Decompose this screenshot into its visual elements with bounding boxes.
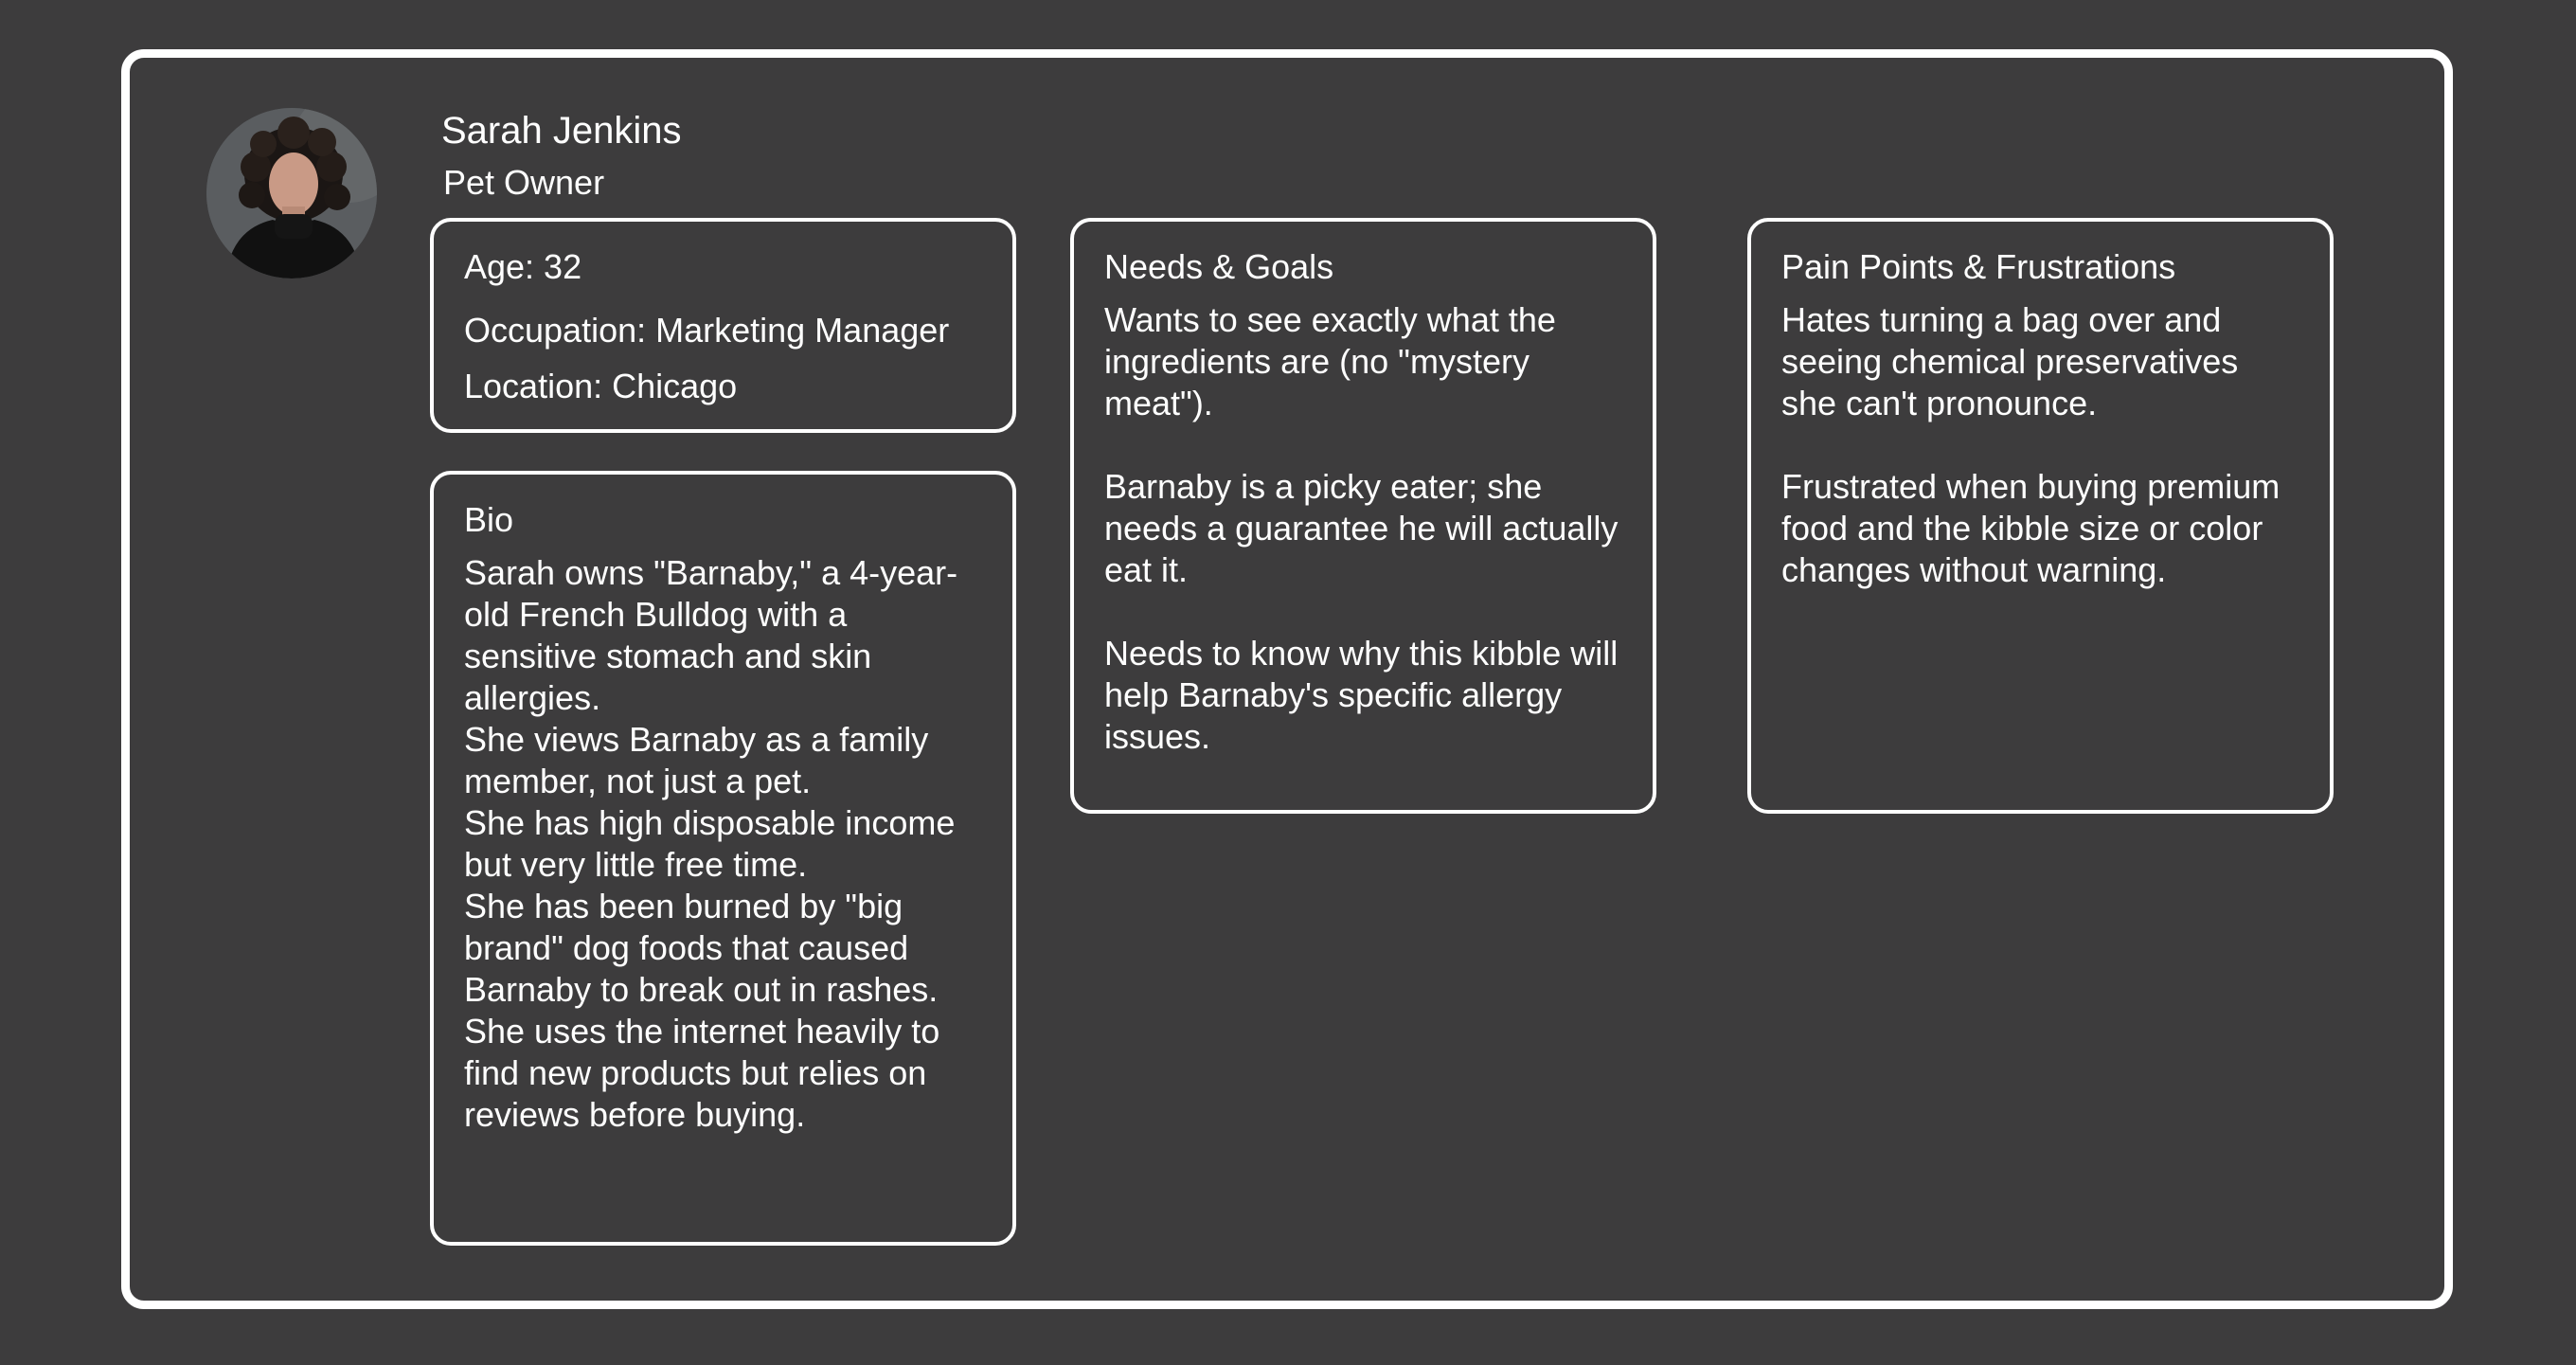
persona-role: Pet Owner [443,163,605,202]
person-portrait-icon [206,108,377,278]
bio-title: Bio [464,500,514,539]
needs-item: Barnaby is a picky eater; she needs a guarantee he will actually eat it. [1104,467,1619,589]
needs-item: Needs to know why this kibble will help Barnaby's specific allergy issues. [1104,634,1619,756]
pain-points-card [1747,218,2334,814]
needs-goals-title: Needs & Goals [1104,247,1334,286]
needs-goals-card [1070,218,1656,814]
age-field: Age: 32 [464,247,582,286]
needs-item: Wants to see exactly what the ingredients are (no "mystery meat"). [1104,300,1556,422]
bio-paragraph: She views Barnaby as a family member, not just a pet. [464,720,929,800]
pain-point-item: Frustrated when buying premium food and the kibble size or color changes without warning. [1781,467,2281,589]
pain-points-title: Pain Points & Frustrations [1781,247,2176,286]
bio-paragraph: Sarah owns "Barnaby," a 4-year-old French Bulldog with a sensitive stomach and skin allergies. [464,553,958,717]
bio-paragraph: She has high disposable income but very little free time. [464,803,956,884]
location-field: Location: Chicago [464,367,738,405]
details-card [430,218,1016,433]
persona-name: Sarah Jenkins [441,110,682,152]
occupation-field: Occupation: Marketing Manager [464,311,950,350]
avatar [206,108,377,278]
bio-paragraph: She has been burned by "big brand" dog foods that caused Barnaby to break out in rashes. She uses the internet heavily to find new products but relies on reviews before buying. [464,887,940,1134]
pain-point-item: Hates turning a bag over and seeing chemical preservatives she can't pronounce. [1781,300,2239,422]
bio-card [430,471,1016,1246]
